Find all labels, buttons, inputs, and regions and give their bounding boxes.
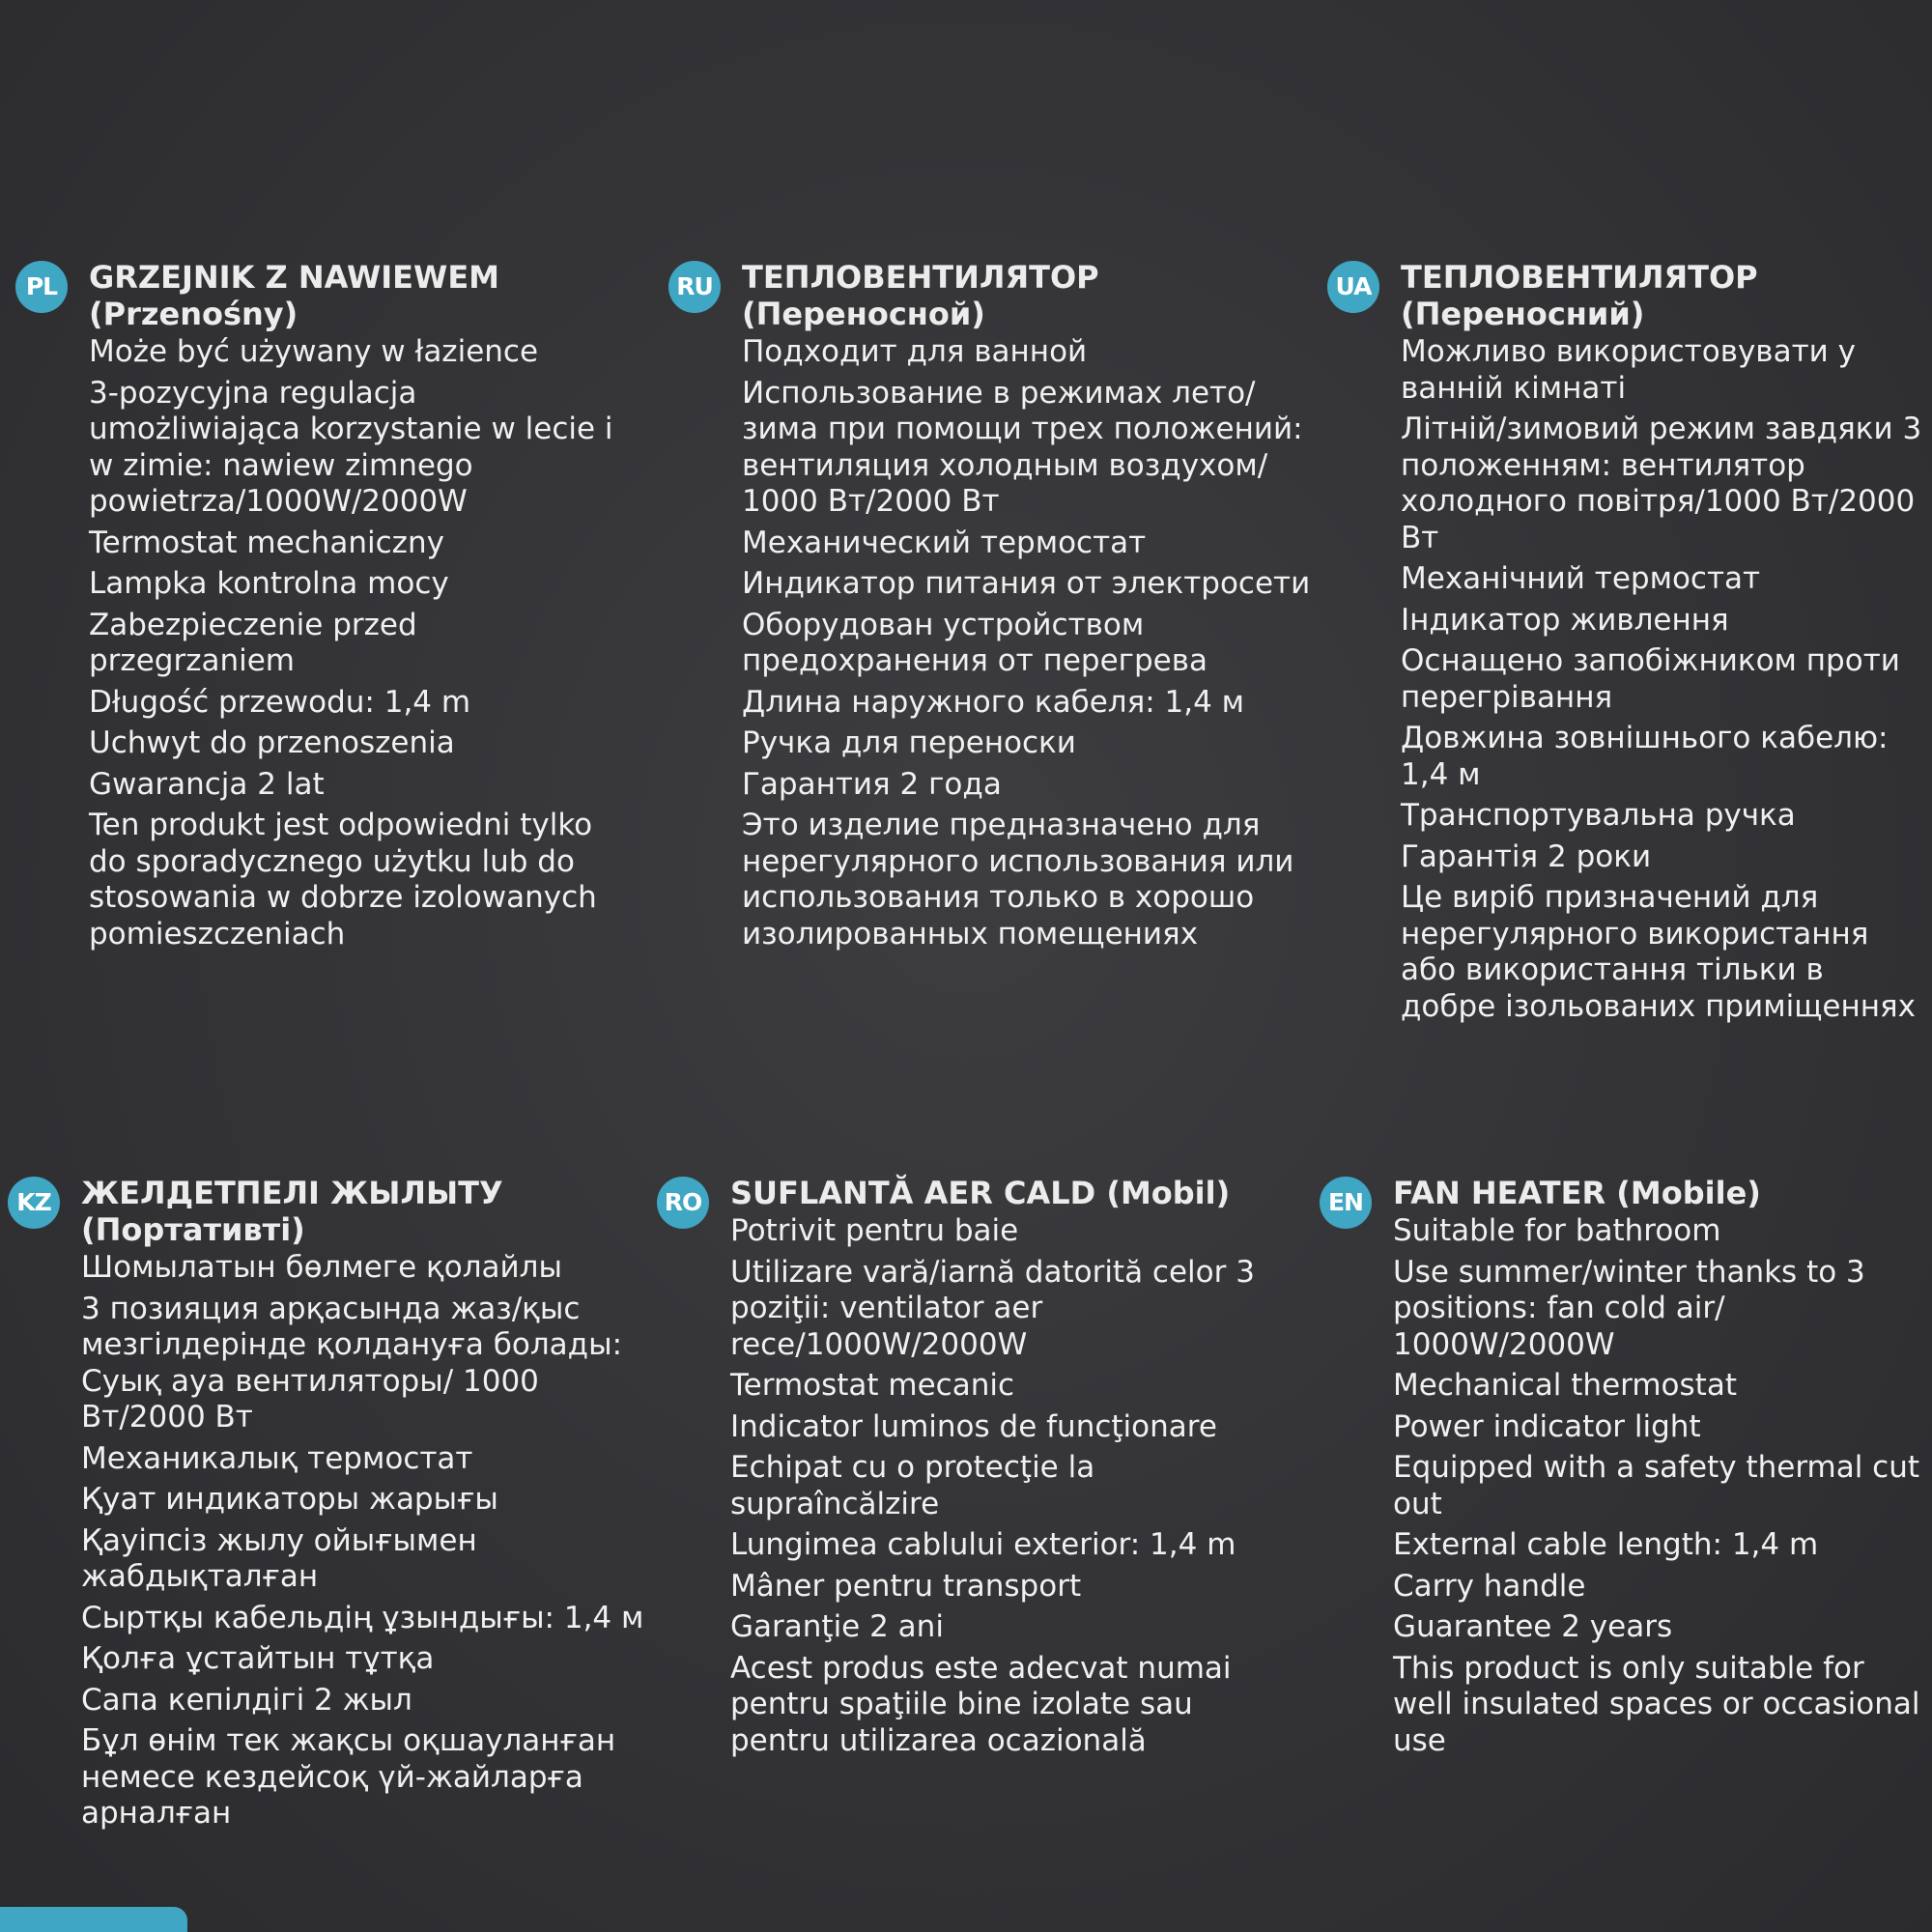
feature-item: Довжина зовнішнього кабелю: 1,4 м bbox=[1401, 721, 1889, 792]
feature-item: Mâner pentru transport bbox=[730, 1568, 1082, 1604]
language-badge-ua: UA bbox=[1327, 261, 1379, 313]
feature-item: Lungimea cablului exterior: 1,4 m bbox=[730, 1527, 1236, 1562]
feature-item: Mechanical thermostat bbox=[1393, 1368, 1737, 1403]
section-ro bbox=[657, 1175, 1294, 1764]
feature-item: Це виріб призначений для нерегулярного використання або використання тільки в добре ізольованих приміщеннях bbox=[1401, 880, 1917, 1024]
feature-list bbox=[15, 334, 614, 952]
section-title: ЖЕЛДЕТПЕЛІ ЖЫЛЫТУ bbox=[81, 1175, 503, 1211]
feature-item: Potrivit pentru baie bbox=[730, 1213, 1019, 1248]
feature-list bbox=[657, 1213, 1294, 1759]
feature-item: Индикатор питания от электросети bbox=[742, 566, 1311, 601]
feature-item: Оборудован устройством предохранения от перегрева bbox=[742, 607, 1208, 678]
feature-item: Сапа кепілдігі 2 жыл bbox=[81, 1682, 412, 1718]
feature-list bbox=[668, 334, 1316, 952]
feature-item: Ручка для переноски bbox=[742, 725, 1076, 760]
language-badge-kz: KZ bbox=[8, 1177, 60, 1229]
section-header bbox=[1320, 1175, 1928, 1216]
feature-item: Może być używany w łazience bbox=[89, 334, 539, 369]
section-pl bbox=[15, 259, 614, 957]
feature-item: Echipat cu o protecţie la supraîncălzire bbox=[730, 1450, 1095, 1521]
feature-item: This product is only suitable for well insulated spaces or occasional use bbox=[1393, 1650, 1920, 1758]
section-title: ТЕПЛОВЕНТИЛЯТОР bbox=[1401, 259, 1758, 296]
section-ru bbox=[668, 259, 1316, 957]
feature-item: Бұл өнім тек жақсы оқшауланған немесе кездейсоқ үй-жайларға арналған bbox=[81, 1723, 616, 1831]
section-header bbox=[1327, 259, 1926, 332]
section-title: FAN HEATER (Mobile) bbox=[1393, 1175, 1761, 1211]
section-header bbox=[15, 259, 614, 332]
section-title: ТЕПЛОВЕНТИЛЯТОР bbox=[742, 259, 1099, 296]
feature-item: Гарантія 2 роки bbox=[1401, 838, 1652, 874]
feature-item: Оснащено запобіжником проти перегрівання bbox=[1401, 643, 1900, 715]
feature-item: Guarantee 2 years bbox=[1393, 1609, 1673, 1644]
section-subtitle: (Przenośny) bbox=[89, 296, 298, 332]
feature-item: Қолға ұстайтын тұтқа bbox=[81, 1641, 435, 1676]
feature-item: Termostat mechaniczny bbox=[89, 525, 444, 560]
feature-item: Механический термостат bbox=[742, 525, 1147, 560]
feature-list bbox=[8, 1250, 665, 1833]
feature-list bbox=[1320, 1213, 1928, 1759]
feature-item: Garanţie 2 ani bbox=[730, 1609, 944, 1644]
feature-item: Қауіпсіз жылу ойығымен жабдықталған bbox=[81, 1522, 477, 1594]
feature-item: Lampka kontrolna mocy bbox=[89, 566, 449, 601]
feature-item: Utilizare vară/iarnă datorită celor 3 poziţii: ventilator aer rece/1000W/2000W bbox=[730, 1254, 1255, 1362]
feature-item: Suitable for bathroom bbox=[1393, 1213, 1721, 1248]
feature-item: Длина наружного кабеля: 1,4 м bbox=[742, 684, 1245, 720]
feature-list bbox=[1327, 334, 1926, 1025]
section-ua bbox=[1327, 259, 1926, 1030]
section-subtitle: (Переносний) bbox=[1401, 296, 1645, 332]
section-subtitle: (Портативті) bbox=[81, 1211, 305, 1248]
feature-item: Gwarancja 2 lat bbox=[89, 766, 325, 802]
feature-item: Использование в режимах лето/зима при помощи трех положений: вентиляция холодным воздухом/ 1000 Вт/2000 Вт bbox=[742, 375, 1303, 519]
feature-item: Acest produs este adecvat numai pentru spaţiile bine izolate sau pentru utilizarea ocazională bbox=[730, 1650, 1232, 1758]
feature-item: External cable length: 1,4 m bbox=[1393, 1527, 1819, 1562]
feature-item: Termostat mecanic bbox=[730, 1368, 1015, 1403]
feature-item: Шомылатын бөлмеге қолайлы bbox=[81, 1250, 562, 1285]
feature-item: Indicator luminos de funcţionare bbox=[730, 1408, 1217, 1444]
section-en bbox=[1320, 1175, 1928, 1764]
feature-item: Uchwyt do przenoszenia bbox=[89, 725, 455, 760]
corner-accent-tab bbox=[0, 1907, 187, 1932]
feature-item: Транспортувальна ручка bbox=[1401, 798, 1796, 833]
feature-item: Это изделие предназначено для нерегулярного использования или использования только в хорошо изолированных помещениях bbox=[742, 808, 1294, 952]
section-header bbox=[668, 259, 1316, 332]
section-title: GRZEJNIK Z NAWIEWEM bbox=[89, 259, 500, 296]
section-kz bbox=[8, 1175, 665, 1837]
feature-item: Сыртқы кабельдің ұзындығы: 1,4 м bbox=[81, 1600, 644, 1635]
feature-item: Carry handle bbox=[1393, 1568, 1586, 1604]
feature-item: Можливо використовувати у ванній кімнаті bbox=[1401, 334, 1856, 406]
feature-item: Zabezpieczenie przed przegrzaniem bbox=[89, 607, 417, 678]
feature-item: Індикатор живлення bbox=[1401, 602, 1729, 638]
feature-item: Подходит для ванной bbox=[742, 334, 1088, 369]
section-header bbox=[657, 1175, 1294, 1216]
feature-item: Літній/зимовий режим завдяки 3 положенням: вентилятор холодного повітря/1000 Вт/2000 Вт bbox=[1401, 412, 1922, 555]
section-title: SUFLANTĂ AER CALD (Mobil) bbox=[730, 1175, 1231, 1211]
feature-item: Гарантия 2 года bbox=[742, 766, 1002, 802]
feature-item: Қуат индикаторы жарығы bbox=[81, 1482, 498, 1517]
language-badge-ro: RO bbox=[657, 1177, 709, 1229]
language-badge-en: EN bbox=[1320, 1177, 1372, 1229]
feature-item: Ten produkt jest odpowiedni tylko do sporadycznego użytku lub do stosowania w dobrze izolowanych pomieszczeniach bbox=[89, 808, 597, 952]
section-subtitle: (Переносной) bbox=[742, 296, 985, 332]
feature-item: Use summer/winter thanks to 3 positions: fan cold air/ 1000W/2000W bbox=[1393, 1254, 1865, 1362]
feature-item: 3 позияция арқасында жаз/қыс мезгілдерінде қолдануға болады: Суық ауа вентиляторы/ 1000 Вт/2000 Вт bbox=[81, 1291, 623, 1435]
feature-item: 3-pozycyjna regulacja umożliwiająca korzystanie w lecie i w zimie: nawiew zimnego powietrza/1000W/2000W bbox=[89, 375, 613, 519]
feature-item: Power indicator light bbox=[1393, 1408, 1701, 1444]
feature-item: Механічний термостат bbox=[1401, 561, 1761, 596]
section-header bbox=[8, 1175, 665, 1248]
language-badge-ru: RU bbox=[668, 261, 721, 313]
language-badge-pl: PL bbox=[15, 261, 68, 313]
feature-item: Механикалық термостат bbox=[81, 1440, 473, 1476]
feature-item: Equipped with a safety thermal cut out bbox=[1393, 1450, 1920, 1521]
feature-item: Długość przewodu: 1,4 m bbox=[89, 684, 471, 720]
